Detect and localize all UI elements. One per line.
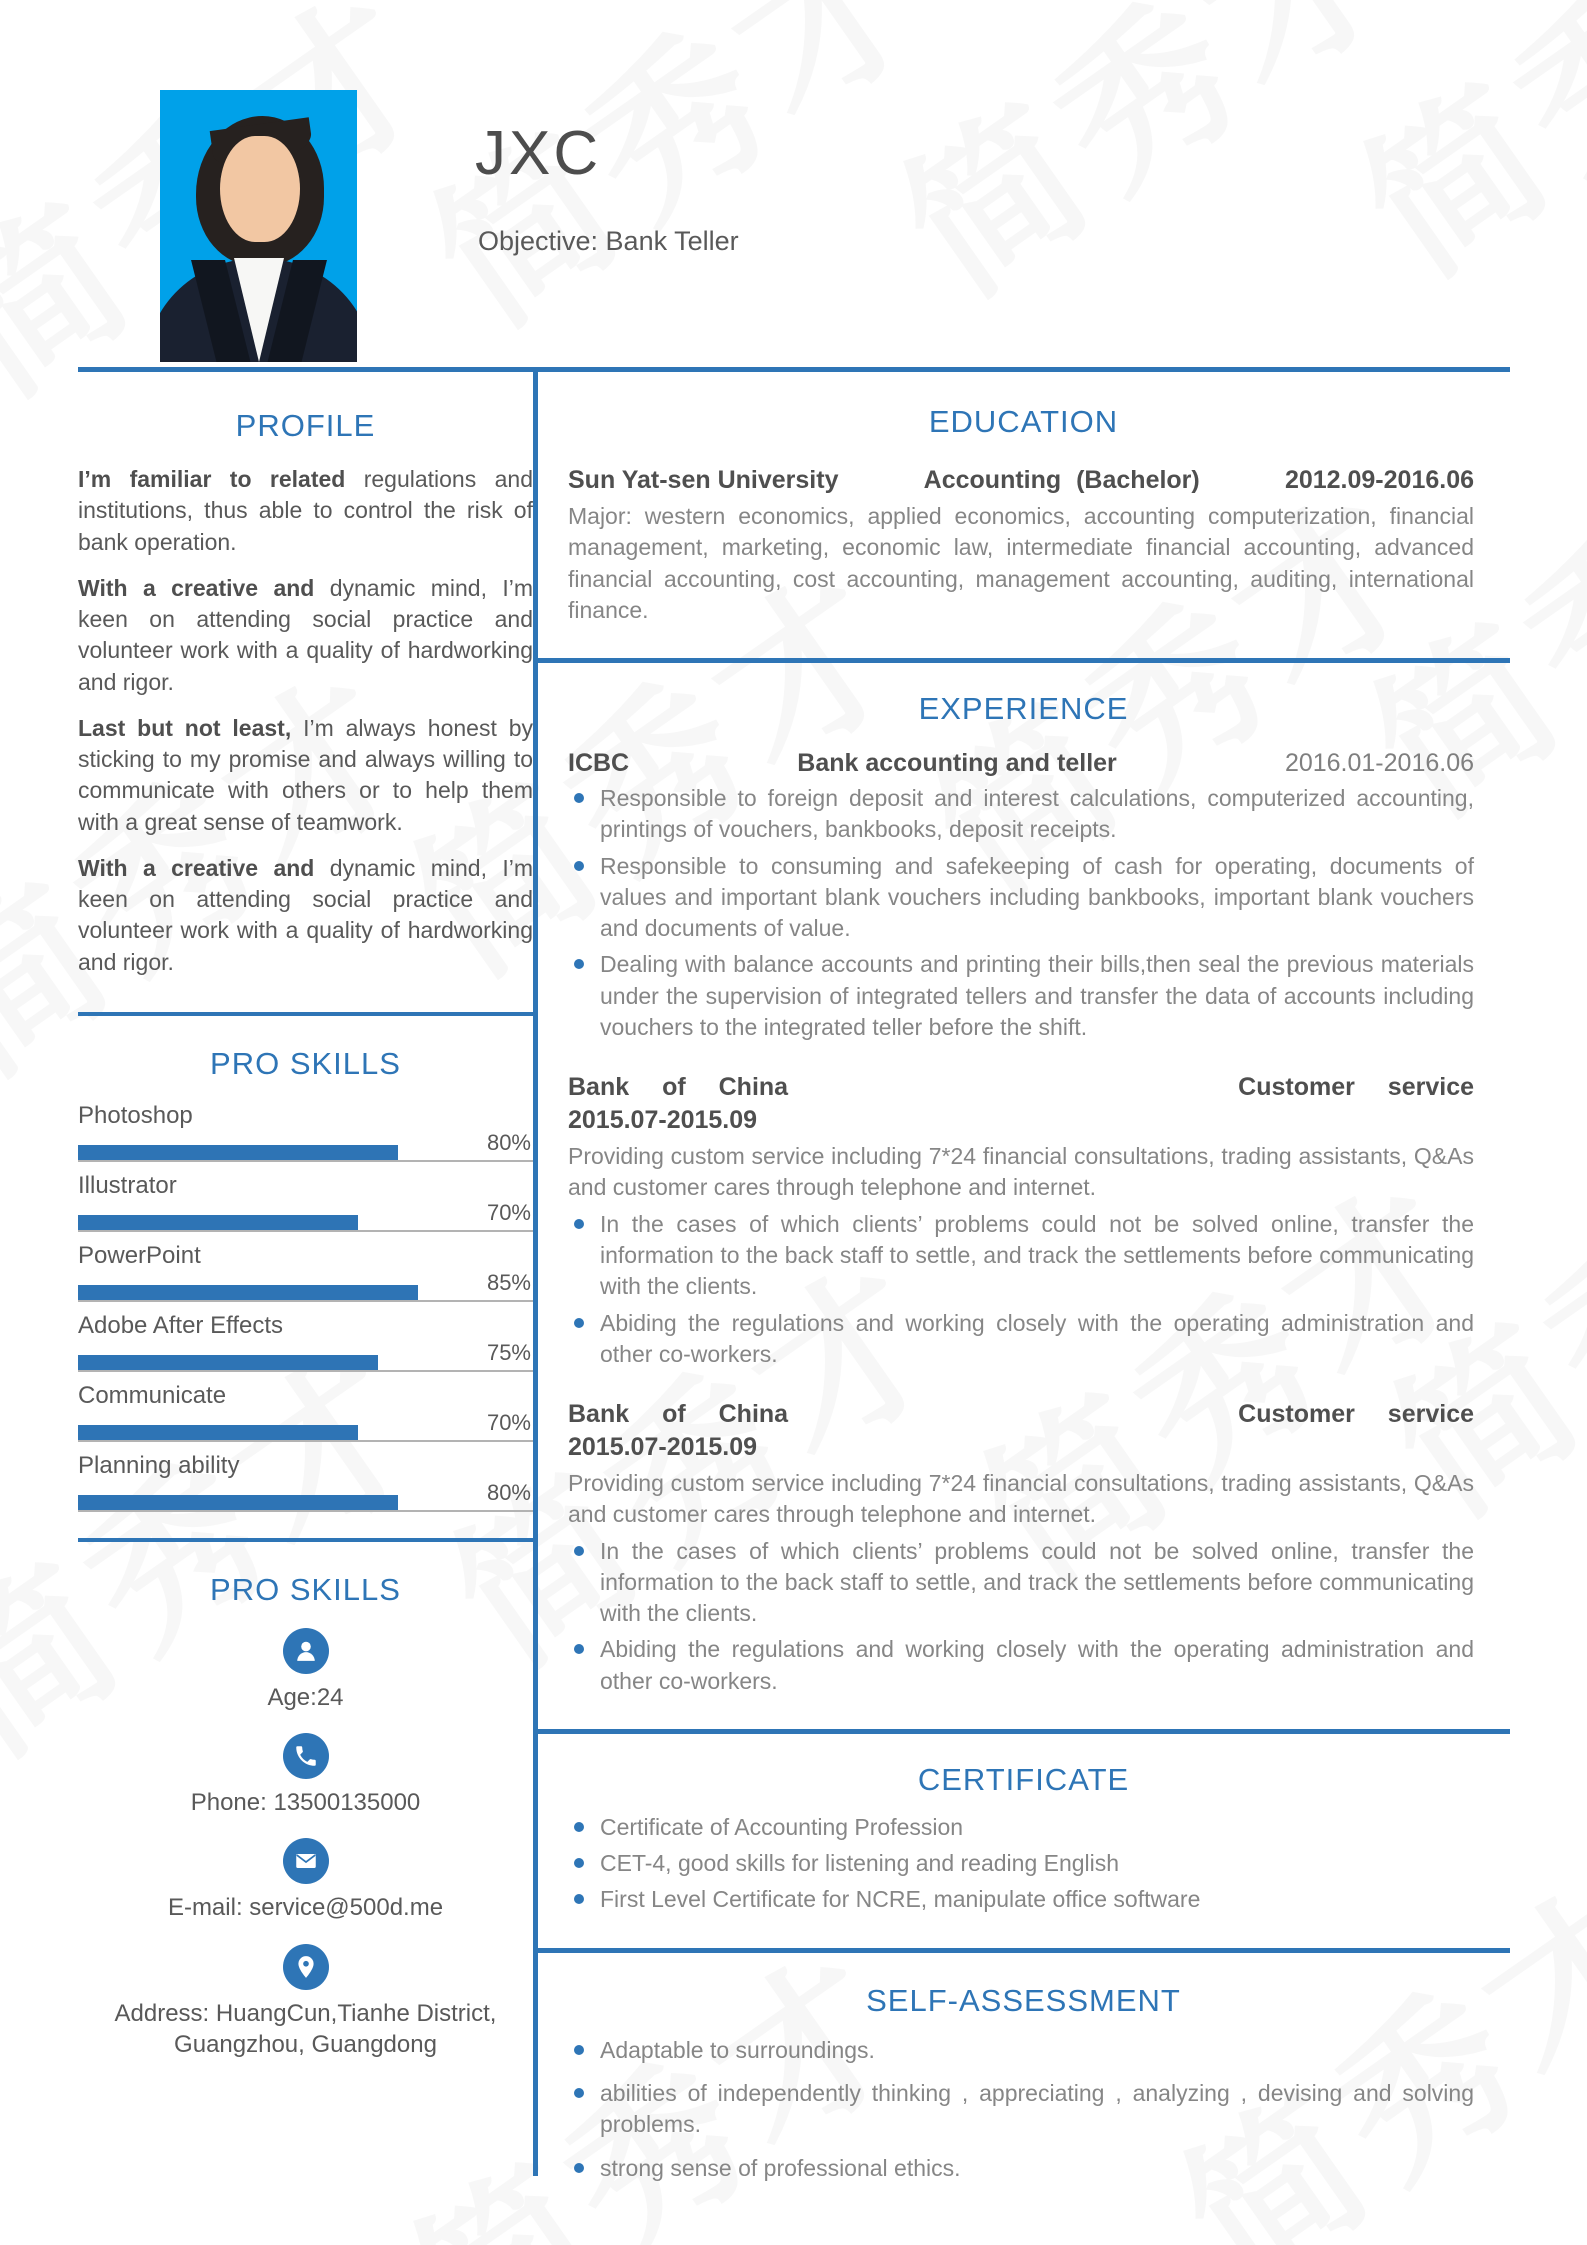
job-company: Bank of China [568, 1073, 789, 1102]
profile-heading: PROFILE [235, 408, 376, 443]
job-dates: 2015.07-2015.09 [568, 1106, 758, 1135]
contact-heading: PRO SKILLS [210, 1571, 401, 1607]
skill-percent: 80% [486, 1129, 531, 1155]
bullet-icon [574, 2088, 584, 2098]
bullet-icon [574, 1894, 584, 1904]
bullet-icon [574, 1644, 584, 1654]
certificate-heading: CERTIFICATE [917, 1761, 1130, 1797]
skill-bar [78, 1269, 533, 1302]
skill-label: PowerPoint [78, 1241, 201, 1269]
bullet-icon [574, 1546, 584, 1556]
section-divider [78, 1538, 533, 1542]
contact-item-phone [78, 1733, 533, 1818]
person-icon [283, 1628, 329, 1674]
education-heading: EDUCATION [928, 404, 1119, 439]
skill-percent: 70% [486, 1409, 531, 1435]
job-dates: 2015.07-2015.09 [568, 1433, 758, 1462]
contact-label: E-mail: service@500d.me [167, 1894, 444, 1922]
profile-paragraph: Last but not least, I’m always honest by sticking to my promise and always willing to communicate with others or to help them with a great sense of teamwork. [78, 714, 533, 835]
skill-percent: 70% [486, 1199, 531, 1225]
job-role: Customer service [1238, 1073, 1474, 1102]
job-bullet: Abiding the regulations and working closely with the operating administration and other co-workers. [568, 1308, 1474, 1371]
candidate-name: JXC [475, 119, 602, 188]
job-role: Bank accounting and teller [797, 749, 1117, 778]
right-column [537, 372, 1510, 2184]
skill-percent: 80% [486, 1479, 531, 1505]
job-company: ICBC [568, 749, 630, 778]
job-bullet: Dealing with balance accounts and printing their bills,then seal the previous materials under the supervision of integrated tellers and transfer the data of accounts including vouchers to the integrated teller before the shift. [568, 949, 1474, 1043]
contact-item-address [78, 1944, 533, 2060]
skill-label: Photoshop [78, 1101, 193, 1129]
bullet-icon [574, 1219, 584, 1229]
profile-paragraph: With a creative and dynamic mind, I’m keen on attending social practice and volunteer work with a quality of hardworking and rigor. [78, 574, 534, 695]
skill-percent: 85% [486, 1269, 531, 1295]
bullet-icon [574, 1822, 584, 1832]
bullet-icon [574, 1858, 584, 1868]
job-company: Bank of China [568, 1400, 789, 1429]
bullet-icon [574, 793, 584, 803]
education-school: Sun Yat-sen University [568, 466, 839, 494]
contact-item-email [78, 1838, 533, 1923]
bullet-icon [574, 861, 584, 871]
skill-row [78, 1382, 533, 1442]
skill-bar [78, 1479, 533, 1512]
skill-label: Communicate [78, 1381, 227, 1409]
skills-heading: PRO SKILLS [210, 1045, 401, 1081]
job-header [568, 749, 1474, 778]
bullet-icon [574, 959, 584, 969]
experience-heading: EXPERIENCE [918, 691, 1129, 727]
self-assessment-bullet: strong sense of professional ethics. [568, 2153, 1474, 2184]
profile-photo [160, 90, 357, 362]
certificate-bullet: First Level Certificate for NCRE, manipulate office software [568, 1884, 1474, 1915]
skill-label: Illustrator [78, 1171, 177, 1199]
self-assessment-bullet: abilities of independently thinking , appreciating , analyzing , devising and solving problems. [568, 2078, 1474, 2141]
location-icon [283, 1944, 329, 1990]
education-major: Accounting (Bachelor) [923, 466, 1200, 494]
skill-percent: 75% [486, 1339, 531, 1365]
skill-row [78, 1452, 533, 1512]
mail-icon [283, 1838, 329, 1884]
skill-bar [78, 1409, 533, 1442]
job-header [568, 1400, 1474, 1429]
job-bullet: Responsible to foreign deposit and interest calculations, computerized accounting, printings of vouchers, bankbooks, deposit receipts. [568, 783, 1474, 846]
watermark [849, 0, 1437, 339]
contact-label: Address: HuangCun,Tianhe District, Guangzhou, Guangdong [114, 1999, 497, 2058]
job-dates: 2016.01-2016.06 [1284, 749, 1474, 778]
bullet-icon [574, 1318, 584, 1328]
education-line [568, 466, 1474, 495]
skill-label: Planning ability [78, 1451, 240, 1479]
self-assessment-heading: SELF-ASSESSMENT [866, 1982, 1181, 2018]
bullet-icon [574, 2045, 584, 2055]
job-bullet: Responsible to consuming and safekeeping of cash for operating, documents of values and important blank vouchers including bankbooks, important blank vouchers and documents of value. [568, 851, 1474, 945]
section-divider [537, 1948, 1510, 1953]
watermark [1309, 0, 1587, 319]
bullet-icon [574, 2163, 584, 2173]
job-bullet: In the cases of which clients’ problems could not be solved online, transfer the information to the back staff to settle, and track the settlements before communicating with the clients. [568, 1209, 1474, 1303]
job-intro: Providing custom service including 7*24 financial consultations, trading assistants, Q&As and customer cares through telephone and internet. [568, 1470, 1474, 1528]
objective-line: Objective: Bank Teller [478, 226, 739, 256]
profile-paragraph: I’m familiar to related regulations and institutions, thus able to control the risk of bank operation. [78, 466, 533, 555]
phone-icon [283, 1733, 329, 1779]
certificate-bullet: Certificate of Accounting Profession [568, 1812, 1474, 1843]
section-divider [537, 1729, 1510, 1734]
job-bullet: Abiding the regulations and working closely with the operating administration and other co-workers. [568, 1634, 1474, 1697]
self-assessment-bullet: Adaptable to surroundings. [568, 2035, 1474, 2066]
skill-row [78, 1102, 533, 1162]
education-dates: 2012.09-2016.06 [1284, 466, 1474, 494]
section-divider [537, 658, 1510, 663]
contact-section [78, 1572, 533, 2060]
job-intro: Providing custom service including 7*24 financial consultations, trading assistants, Q&As and customer cares through telephone and internet. [568, 1143, 1474, 1201]
job-role: Customer service [1238, 1400, 1474, 1429]
skill-bar [78, 1129, 533, 1162]
watermark [379, 0, 967, 369]
education-description: Major: western economics, applied economics, accounting computerization, financial management, marketing, economic law, intermediate financial accounting, advanced financial accounting, cost accounting, management accounting, auditing, international finance. [568, 503, 1474, 623]
certificate-bullet: CET-4, good skills for listening and reading English [568, 1848, 1474, 1879]
skill-row [78, 1242, 533, 1302]
contact-label: Age:24 [267, 1683, 344, 1711]
contact-item-age [78, 1628, 533, 1713]
section-divider [78, 1012, 533, 1016]
skill-label: Adobe After Effects [78, 1311, 284, 1339]
job-header [568, 1073, 1474, 1102]
profile-paragraph: With a creative and dynamic mind, I’m keen on attending social practice and volunteer work with a quality of hardworking and rigor. [78, 854, 534, 975]
contact-label: Phone: 13500135000 [190, 1789, 421, 1817]
skill-bar [78, 1199, 533, 1232]
skill-row [78, 1172, 533, 1232]
left-column [78, 372, 533, 2060]
skill-row [78, 1312, 533, 1372]
skill-bar [78, 1339, 533, 1372]
job-bullet: In the cases of which clients’ problems could not be solved online, transfer the information to the back staff to settle, and track the settlements before communicating with the clients. [568, 1536, 1474, 1630]
